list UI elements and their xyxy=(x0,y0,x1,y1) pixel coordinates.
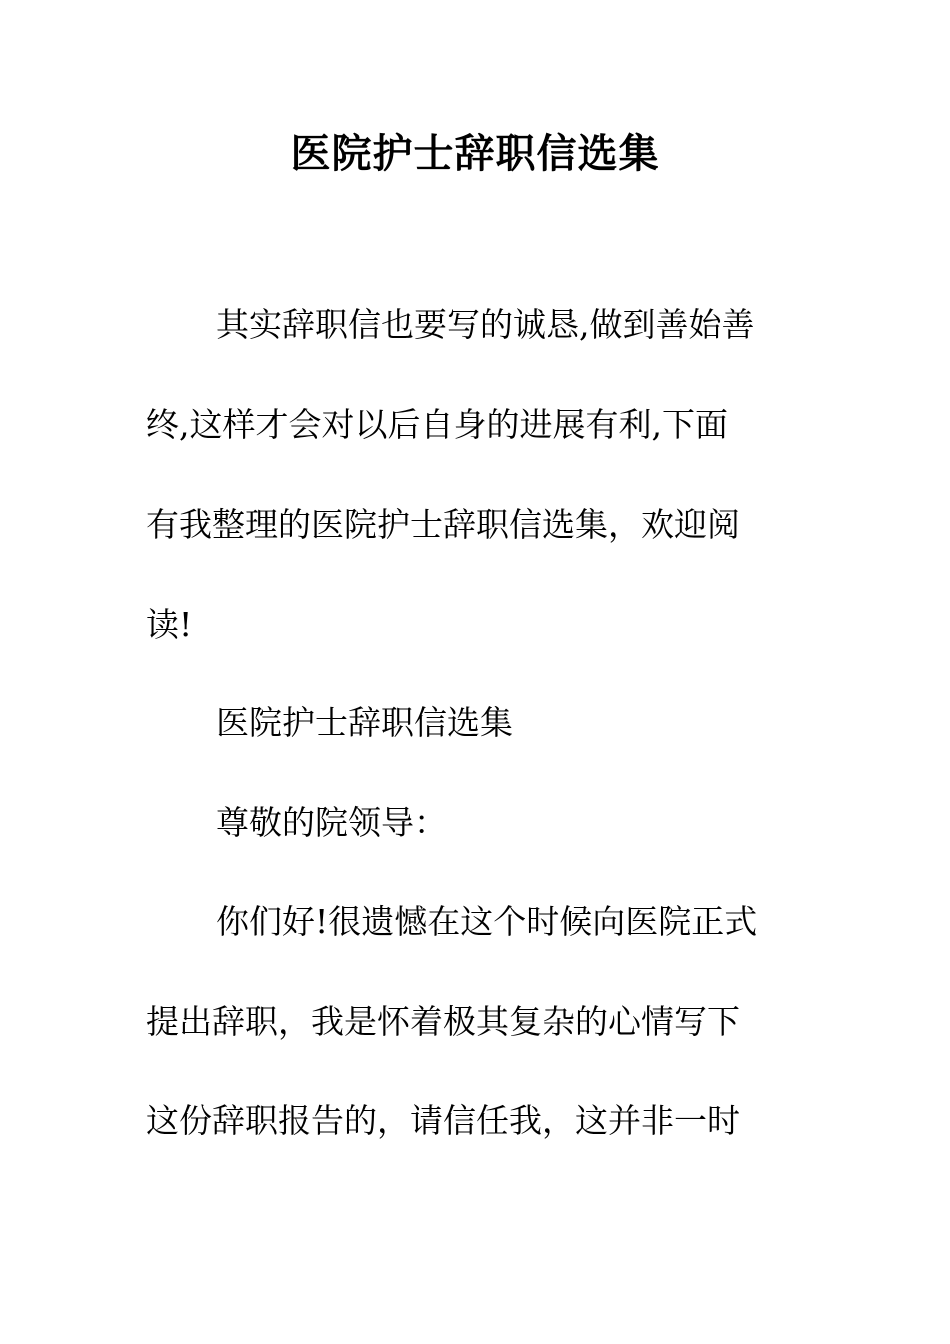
intro-line-3: 有我整理的医院护士辞职信选集，欢迎阅 xyxy=(146,505,740,544)
intro-line-2: 终,这样才会对以后自身的进展有利,下面 xyxy=(146,405,728,444)
letter-line-3: 这份辞职报告的，请信任我，这并非一时 xyxy=(146,1101,740,1140)
section-heading: 医院护士辞职信选集 xyxy=(216,703,513,742)
intro-line-4: 读! xyxy=(146,605,193,644)
document-body xyxy=(146,0,806,1344)
salutation: 尊敬的院领导： xyxy=(216,803,447,842)
letter-line-1: 你们好!很遗憾在这个时候向医院正式 xyxy=(216,902,758,941)
intro-line-1: 其实辞职信也要写的诚恳,做到善始善 xyxy=(216,305,755,344)
letter-line-2: 提出辞职，我是怀着极其复杂的心情写下 xyxy=(146,1002,740,1041)
document-title: 医院护士辞职信选集 xyxy=(290,130,660,177)
